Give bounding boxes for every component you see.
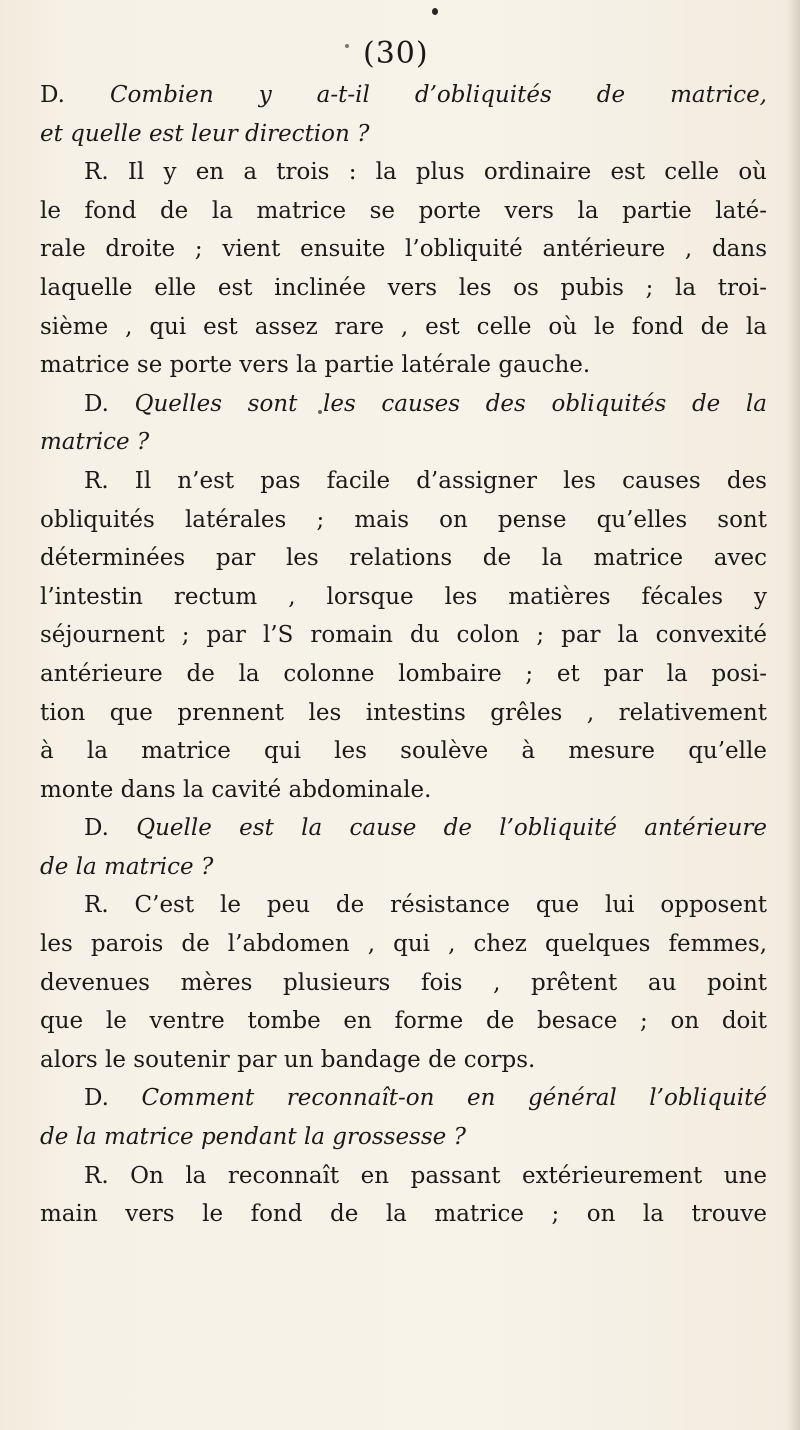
answer-line: matrice se porte vers la partie latérale gauche. bbox=[40, 352, 591, 379]
answer-line: séjournent ; par l’S romain du colon ; par la convexité bbox=[40, 622, 767, 649]
ink-speck bbox=[432, 8, 438, 15]
answer-line: déterminées par les relations de la matrice avec bbox=[40, 545, 767, 572]
answer-line: R. Il y en a trois : la plus ordinaire est celle où bbox=[84, 159, 767, 186]
answer-line: R. Il n’est pas facile d’assigner les causes des bbox=[84, 467, 767, 494]
question-text: Combien y a-t-il d’obliquités de matrice, bbox=[109, 82, 767, 108]
answer-line: tion que prennent les intestins grêles , relativement bbox=[40, 699, 767, 726]
answer-line: R. On la reconnaît en passant extérieurement une bbox=[84, 1162, 767, 1189]
question-line: et quelle est leur direction ? bbox=[40, 120, 370, 147]
answer-line: obliquités latérales ; mais on pense qu’elles sont bbox=[40, 506, 767, 533]
page-number: (30) bbox=[363, 36, 429, 71]
answer-line: monte dans la cavité abdominale. bbox=[40, 776, 432, 803]
answer-line: que le ventre tombe en forme de besace ; on doit bbox=[40, 1008, 767, 1035]
answer-line: sième , qui est assez rare , est celle où le fond de la bbox=[40, 313, 767, 340]
page-edge-shadow bbox=[786, 0, 800, 1430]
question-marker: D. bbox=[84, 390, 109, 417]
answer-line: rale droite ; vient ensuite l’obliquité antérieure , dans bbox=[40, 236, 767, 263]
answer-line: les parois de l’abdomen , qui , chez quelques femmes, bbox=[40, 931, 767, 958]
question-line bbox=[40, 76, 767, 115]
question-marker: D. bbox=[84, 1085, 109, 1112]
answer-line: à la matrice qui les soulève à mesure qu’elle bbox=[40, 738, 767, 765]
question-line: de la matrice pendant la grossesse ? bbox=[40, 1124, 466, 1151]
question-text: Comment reconnaît-on en général l’obliquité bbox=[141, 1085, 768, 1112]
answer-line: antérieure de la colonne lombaire ; et par la posi- bbox=[40, 660, 767, 687]
question-line: de la matrice ? bbox=[40, 853, 214, 880]
question-text: Quelle est la cause de l’obliquité antérieure bbox=[136, 815, 768, 842]
question-line bbox=[40, 385, 767, 424]
question-line bbox=[40, 1079, 767, 1118]
page-text bbox=[40, 76, 767, 1234]
answer-line: main vers le fond de la matrice ; on la trouve bbox=[40, 1201, 767, 1228]
answer-line: R. C’est le peu de résistance que lui opposent bbox=[84, 892, 767, 919]
ink-speck bbox=[345, 44, 349, 48]
question-line: matrice ? bbox=[40, 429, 150, 456]
question-marker: D. bbox=[84, 815, 109, 842]
question-text: Quelles sont les causes des obliquités de la bbox=[134, 390, 768, 417]
answer-line: le fond de la matrice se porte vers la partie laté- bbox=[40, 197, 767, 224]
answer-line: devenues mères plusieurs fois , prêtent au point bbox=[40, 969, 767, 996]
answer-line: alors le soutenir par un bandage de corps. bbox=[40, 1046, 536, 1073]
question-line bbox=[40, 809, 767, 848]
question-marker: D. bbox=[40, 82, 65, 108]
answer-line: l’intestin rectum , lorsque les matières fécales y bbox=[40, 583, 767, 610]
answer-line: laquelle elle est inclinée vers les os pubis ; la troi- bbox=[40, 274, 767, 301]
